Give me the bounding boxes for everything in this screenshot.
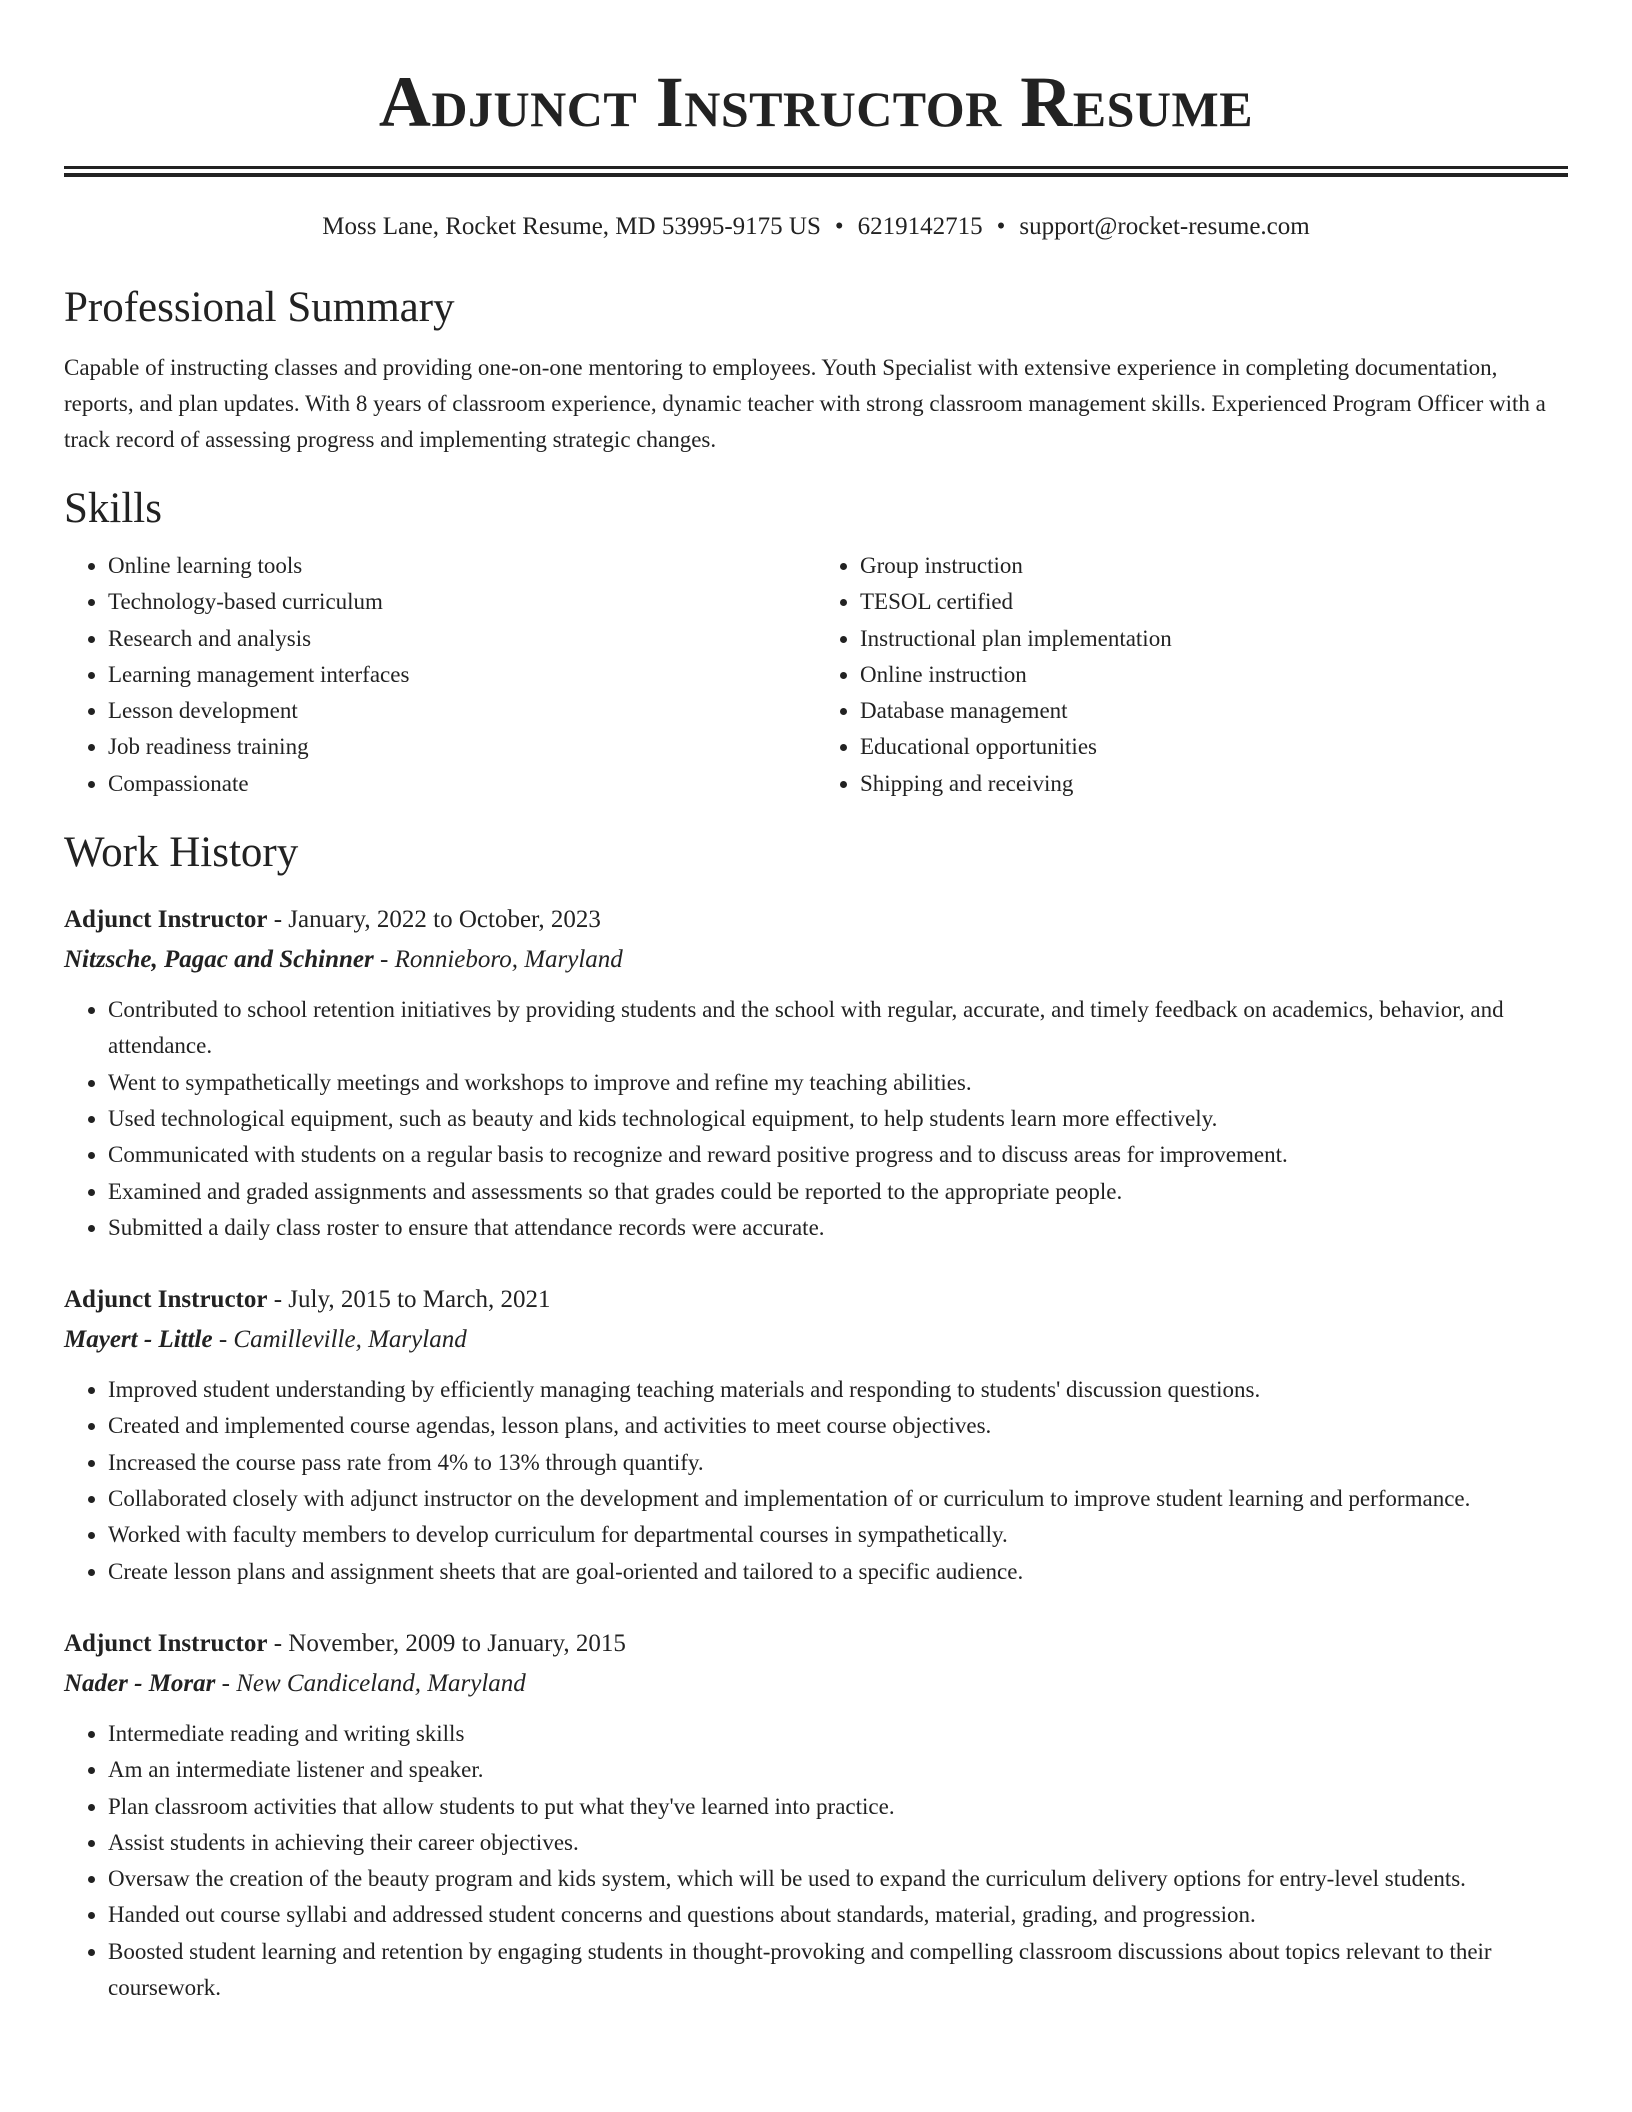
skill-item: • Database management [860, 693, 1568, 729]
skill-item: • Learning management interfaces [108, 657, 816, 693]
job-employer-line [64, 1320, 1568, 1360]
skill-item: • Compassionate [108, 766, 816, 802]
job-dash: - [267, 1629, 289, 1657]
job-bullet: • Handed out course syllabi and addressed student concerns and questions about standards, material, grading, and progression. [108, 1897, 1568, 1933]
skill-item: • Lesson development [108, 693, 816, 729]
contact-separator: • [834, 213, 844, 240]
job-location: Camilleville, Maryland [233, 1326, 467, 1354]
job-bullets [64, 992, 1568, 1246]
title-double-rule [64, 166, 1568, 177]
skills-list-right [816, 548, 1568, 802]
job-dash: - [373, 946, 395, 974]
job-entry [64, 900, 1568, 1246]
job-employer: Mayert - Little [64, 1326, 213, 1354]
job-bullet: • Collaborated closely with adjunct instructor on the development and implementation of or curriculum to improve student learning and performance. [108, 1481, 1568, 1517]
job-position: Adjunct Instructor [64, 1629, 268, 1657]
skill-item: • Instructional plan implementation [860, 621, 1568, 657]
job-bullet: • Created and implemented course agendas, lesson plans, and activities to meet course objectives. [108, 1408, 1568, 1444]
job-title-line [64, 1624, 1568, 1664]
work-history-heading: Work History [64, 829, 299, 877]
job-bullet: • Contributed to school retention initiatives by providing students and the school with regular, accurate, and timely feedback on academics, behavior, and attendance. [108, 992, 1568, 1065]
job-bullet: • Assist students in achieving their career objectives. [108, 1825, 1568, 1861]
job-dash: - [215, 1669, 237, 1697]
job-position: Adjunct Instructor [64, 1286, 268, 1314]
skills-grid [64, 548, 1568, 802]
contact-address: Moss Lane, Rocket Resume, MD 53995-9175 US [322, 213, 821, 240]
job-bullet: • Create lesson plans and assignment sheets that are goal-oriented and tailored to a specific audience. [108, 1554, 1568, 1590]
job-bullet: • Went to sympathetically meetings and workshops to improve and refine my teaching abilities. [108, 1065, 1568, 1101]
job-bullet: • Worked with faculty members to develop curriculum for departmental courses in sympathetically. [108, 1517, 1568, 1553]
job-bullet: • Improved student understanding by efficiently managing teaching materials and responding to students' discussion questions. [108, 1372, 1568, 1408]
job-employer: Nader - Morar [64, 1669, 216, 1697]
resume-title: Adjunct Instructor Resume [378, 62, 1254, 142]
job-bullet: • Plan classroom activities that allow students to put what they've learned into practice. [108, 1789, 1568, 1825]
job-dash: - [267, 906, 289, 934]
job-bullet: • Intermediate reading and writing skills [108, 1716, 1568, 1752]
job-location: Ronnieboro, Maryland [394, 946, 623, 974]
job-bullet: • Communicated with students on a regular basis to recognize and reward positive progress and to discuss areas for improvement. [108, 1137, 1568, 1173]
skill-item: • TESOL certified [860, 584, 1568, 620]
job-location: New Candiceland, Maryland [236, 1669, 526, 1697]
skill-item: • Job readiness training [108, 729, 816, 765]
job-bullet: • Used technological equipment, such as beauty and kids technological equipment, to help students learn more effectively. [108, 1101, 1568, 1137]
job-bullets [64, 1372, 1568, 1590]
job-bullet: • Increased the course pass rate from 4% to 13% through quantify. [108, 1445, 1568, 1481]
skill-item: • Educational opportunities [860, 729, 1568, 765]
job-bullet: • Submitted a daily class roster to ensure that attendance records were accurate. [108, 1210, 1568, 1246]
job-position: Adjunct Instructor [64, 906, 268, 934]
skills-heading: Skills [64, 485, 162, 532]
skills-list-left [64, 548, 816, 802]
job-dates: November, 2009 to January, 2015 [288, 1629, 626, 1657]
skill-item: • Online learning tools [108, 548, 816, 584]
job-bullet: • Am an intermediate listener and speaker. [108, 1752, 1568, 1788]
contact-separator: • [996, 213, 1006, 240]
skill-item: • Group instruction [860, 548, 1568, 584]
job-employer: Nitzsche, Pagac and Schinner [64, 946, 374, 974]
summary-heading: Professional Summary [64, 284, 455, 331]
job-dash: - [267, 1286, 289, 1314]
job-entry [64, 1280, 1568, 1590]
job-dash: - [212, 1326, 234, 1354]
job-employer-line [64, 940, 1568, 980]
job-dates: January, 2022 to October, 2023 [288, 906, 601, 934]
job-bullet: • Oversaw the creation of the beauty program and kids system, which will be used to expand the curriculum delivery options for entry-level students. [108, 1861, 1568, 1897]
job-title-line [64, 1280, 1568, 1320]
skill-item: • Online instruction [860, 657, 1568, 693]
skill-item: • Technology-based curriculum [108, 584, 816, 620]
job-title-line [64, 900, 1568, 940]
job-dates: July, 2015 to March, 2021 [288, 1286, 551, 1314]
skill-item: • Shipping and receiving [860, 766, 1568, 802]
contact-email: support@rocket-resume.com [1019, 213, 1310, 240]
job-employer-line [64, 1664, 1568, 1704]
job-bullet: • Boosted student learning and retention by engaging students in thought-provoking and compelling classroom discussions about topics relevant to their coursework. [108, 1934, 1568, 2007]
job-bullets [64, 1716, 1568, 2006]
skill-item: • Research and analysis [108, 621, 816, 657]
job-entry [64, 1624, 1568, 2006]
contact-phone: 6219142715 [857, 213, 983, 240]
job-bullet: • Examined and graded assignments and assessments so that grades could be reported to the appropriate people. [108, 1174, 1568, 1210]
summary-text: Capable of instructing classes and providing one-on-one mentoring to employees. Youth Specialist with extensive experience in completing documentation, reports, and plan updates. With 8 years of classroom experience, dynamic teacher with strong classroom management skills. Experienced Program Officer with a track record of assessing progress and implementing strategic changes. [64, 355, 1546, 452]
contact-line [64, 211, 1568, 243]
